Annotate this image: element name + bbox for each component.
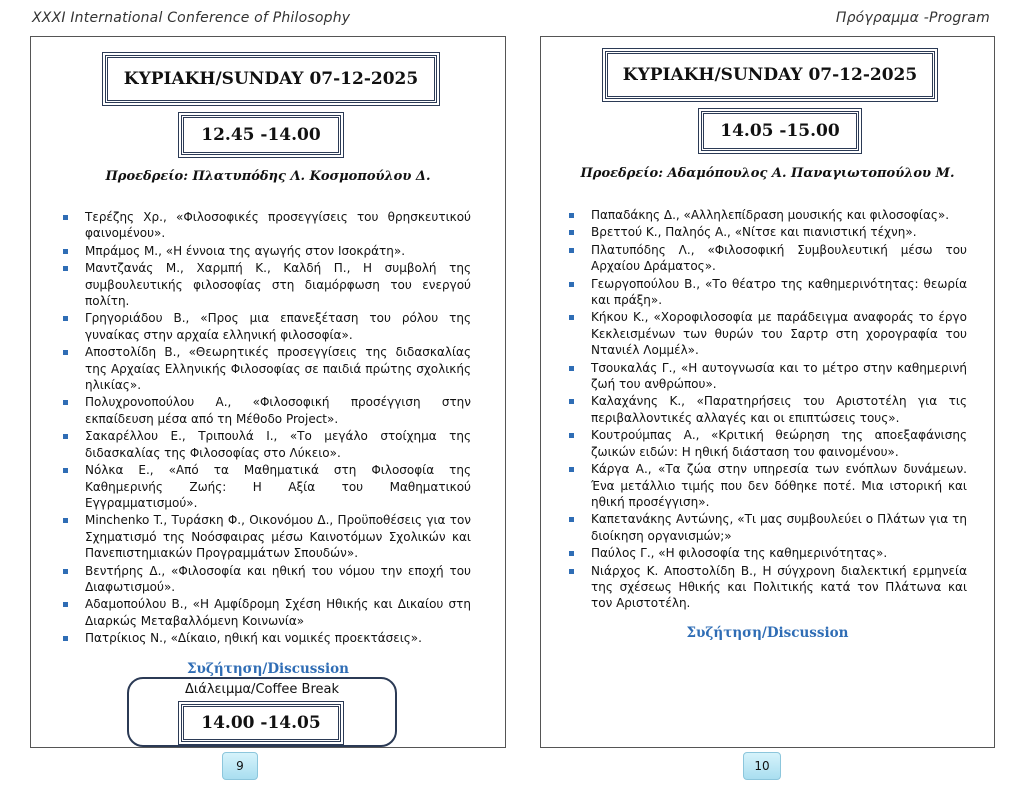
talk-item: Γρηγοριάδου Β., «Προς μια επανεξέταση του ρόλου της γυναίκας στην αρχαία ελληνική φιλοσοφία». <box>61 310 471 343</box>
talk-item: Τερέζης Χρ., «Φιλοσοφικές προσεγγίσεις του θρησκευτικού φαινομένου». <box>61 209 471 242</box>
talk-item: Πολυχρονοπούλου Α., «Φιλοσοφική προσέγγιση στην εκπαίδευση μέσα από τη Μέθοδο Project». <box>61 394 471 427</box>
talk-item: Σακαρέλλου Ε., Τριπουλά Ι., «Το μεγάλο στοίχημα της διδασκαλίας της Φιλοσοφίας στο Λύκειο». <box>61 428 471 461</box>
coffee-break-label: Διάλειμμα/Coffee Break <box>184 682 340 697</box>
day-heading: ΚΥΡΙΑΚΗ/SUNDAY 07-12-2025 <box>105 55 437 103</box>
day-heading: ΚΥΡΙΑΚΗ/SUNDAY 07-12-2025 <box>605 51 935 99</box>
talk-item: Μπράμος Μ., «Η έννοια της αγωγής στον Ισοκράτη». <box>61 243 471 259</box>
talk-item: Πατρίκιος Ν., «Δίκαιο, ηθική και νομικές προεκτάσεις». <box>61 630 471 646</box>
discussion-label: Συζήτηση/Discussion <box>187 661 349 677</box>
session-chair: Προεδρείο: Πλατυπόδης Λ. Κοσμοπούλου Δ. <box>105 169 431 184</box>
session-time: 12.45 -14.00 <box>181 115 341 155</box>
talk-item: Βεντήρης Δ., «Φιλοσοφία και ηθική του νόμου την εποχή του Διαφωτισμού». <box>61 563 471 596</box>
talk-item: Πλατυπόδης Λ., «Φιλοσοφική Συμβουλευτική μέσω του Αρχαίου Δράματος». <box>567 242 967 275</box>
talk-item: Παύλος Γ., «Η φιλοσοφία της καθημερινότητας». <box>567 545 967 561</box>
talk-item: Κήκου Κ., «Χοροφιλοσοφία με παράδειγμα αναφοράς το έργο Κεκλεισμένων των θυρών του Σαρτρ στη χορογραφία του Ντανιέλ Λομμέλ». <box>567 309 967 358</box>
talk-item: Βρεττού Κ., Παληός Α., «Νίτσε και πιανιστική τέχνη». <box>567 224 967 240</box>
talk-item: Τσουκαλάς Γ., «Η αυτογνωσία και το μέτρο στην καθημερινή ζωή του ανθρώπου». <box>567 360 967 393</box>
talk-item: Κουτρούμπας Α., «Κριτική θεώρηση της αποεξαφάνισης ζωικών ειδών: Η ηθική διάσταση του φαινομένου». <box>567 427 967 460</box>
talk-list <box>567 207 967 613</box>
session-chair: Προεδρείο: Αδαμόπουλος Α. Παναγιωτοπούλου Μ. <box>580 166 955 181</box>
talk-item: Minchenko T., Τυράσκη Φ., Οικονόμου Δ., Προϋποθέσεις για τον Σχηματισμό της Νοόσφαιρας μέσω Καινοτόμων Σχολικών και Πανεπιστημιακών Προγραμμάτων Σπουδών». <box>61 512 471 561</box>
talk-item: Νόλκα Ε., «Από τα Μαθηματικά στη Φιλοσοφία της Καθημερινής Ζωής: Η Αξία του Μαθηματικού Εγγραμματισμού». <box>61 462 471 511</box>
conference-title: XXXI International Conference of Philosophy <box>32 10 351 26</box>
talk-item: Αποστολίδη Β., «Θεωρητικές προσεγγίσεις της διδασκαλίας της Αρχαίας Ελληνικής Φιλοσοφίας σε παιδιά πρώτης σχολικής ηλικίας». <box>61 344 471 393</box>
talk-item: Γεωργοπούλου Β., «Το θέατρο της καθημερινότητας: θεωρία και πράξη». <box>567 276 967 309</box>
page-number-10: 10 <box>743 752 781 780</box>
program-title: Πρόγραμμα -Program <box>835 10 990 26</box>
talk-item: Καλαχάνης Κ., «Παρατηρήσεις του Αριστοτέλη για τις περιβαλλοντικές αλλαγές και οι επιπτώσεις τους». <box>567 393 967 426</box>
talk-item: Μαντζανάς Μ., Χαρμπή Κ., Καλδή Π., Η συμβολή της συμβουλευτικής φιλοσοφίας στη διαμόρφωση του ενεργού πολίτη. <box>61 260 471 309</box>
discussion-label: Συζήτηση/Discussion <box>686 625 849 641</box>
talk-item: Παπαδάκης Δ., «Αλληλεπίδραση μουσικής και φιλοσοφίας». <box>567 207 967 223</box>
talk-list <box>61 209 471 648</box>
talk-item: Νιάρχος Κ. Αποστολίδη Β., Η σύγχρονη διαλεκτική ερμηνεία της σχέσεως Ηθικής και Πολιτικής κατά τον Πλάτωνα και τον Αριστοτέλη. <box>567 563 967 612</box>
page-number-9: 9 <box>222 752 258 780</box>
page-10 <box>540 36 995 748</box>
talk-item: Αδαμοπούλου Β., «Η Αμφίδρομη Σχέση Ηθικής και Δικαίου στη Διαρκώς Μεταβαλλόμενη Κοινωνία» <box>61 596 471 629</box>
talk-item: Καπετανάκης Αντώνης, «Τι μας συμβουλεύει ο Πλάτων για τη διοίκηση οργανισμών;» <box>567 511 967 544</box>
page-9 <box>30 36 506 748</box>
session-time: 14.05 -15.00 <box>701 111 859 151</box>
break-time: 14.00 -14.05 <box>181 704 341 742</box>
talk-item: Κάργα Α., «Τα ζώα στην υπηρεσία των ενόπλων δυνάμεων. Ένα μετάλλιο τιμής που δεν δόθηκε ποτέ. Μια ιστορική και ηθική προσέγγιση». <box>567 461 967 510</box>
